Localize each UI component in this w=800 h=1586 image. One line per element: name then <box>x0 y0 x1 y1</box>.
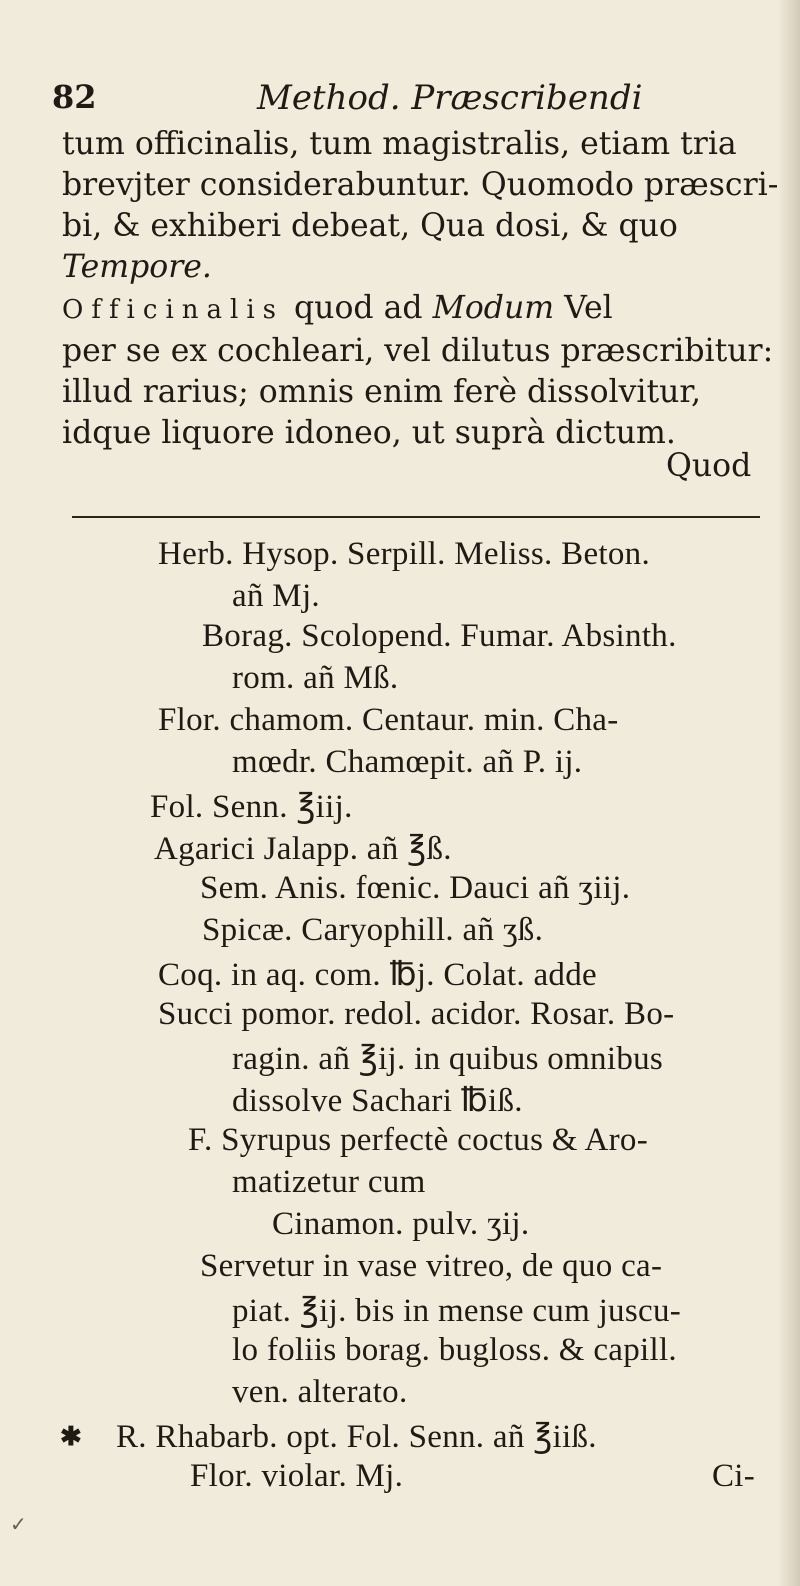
ink-mark: ✱ <box>60 1422 82 1452</box>
recipe-line: ragin. añ ℥ij. in quibus omnibus <box>232 1041 664 1077</box>
recipe-line: mœdr. Chamœpit. añ P. ij. <box>232 744 583 780</box>
page-edge-shadow <box>778 0 800 1586</box>
recipe-line: Coq. in aq. com. ℔j. Colat. adde <box>158 957 597 993</box>
recipe-line: piat. ℥ij. bis in mense cum juscu- <box>232 1293 682 1329</box>
horizontal-rule <box>72 516 760 518</box>
recipe-line: Sem. Anis. fœnic. Dauci añ ʒiij. <box>200 870 631 906</box>
recipe-line: matizetur cum <box>232 1164 426 1200</box>
recipe-line: Flor. chamom. Centaur. min. Cha- <box>158 702 619 738</box>
text-line: illud rarius; omnis enim ferè dissolvitur, <box>62 374 702 410</box>
recipe-line: Agarici Jalapp. añ ℥ß. <box>154 831 452 867</box>
recipe-line: Fol. Senn. ℥iij. <box>150 789 353 825</box>
recipe-line: Cinamon. pulv. ʒij. <box>272 1206 530 1242</box>
small-caps-lead: Officinalis <box>62 295 284 325</box>
recipe-line: dissolve Sachari ℔iß. <box>232 1083 523 1119</box>
recipe-line: R. Rhabarb. opt. Fol. Senn. añ ℥iiß. <box>116 1419 597 1455</box>
recipe-line: F. Syrupus perfectè coctus & Aro- <box>188 1122 648 1158</box>
recipe-line: lo foliis borag. bugloss. & capill. <box>232 1332 677 1368</box>
recipe-line: ven. alterato. <box>232 1374 408 1410</box>
recipe-line: Flor. violar. Mj. <box>190 1458 404 1494</box>
recipe-catchword: Ci- <box>712 1458 756 1494</box>
recipe-line: añ Mj. <box>232 578 320 614</box>
ink-tick-mark: ✓ <box>10 1512 27 1536</box>
text-line: tum officinalis, tum magistralis, etiam tria <box>62 126 737 162</box>
page-header <box>52 78 772 122</box>
recipe-line: rom. añ Mß. <box>232 660 399 696</box>
catchword: Quod <box>666 448 752 484</box>
page-number: 82 <box>52 78 97 116</box>
text-line: bi, & exhiberi debeat, Qua dosi, & quo <box>62 208 678 244</box>
text-line: Officinalis quod ad Modum Vel <box>62 290 613 326</box>
recipe-line: Spicæ. Caryophill. añ ʒß. <box>202 912 544 948</box>
recipe-line: Servetur in vase vitreo, de quo ca- <box>200 1248 663 1284</box>
running-title: Method. Præscribendi <box>257 78 643 118</box>
text-line: brevjter considerabuntur. Quomodo præscri- <box>62 167 779 203</box>
recipe-line: Borag. Scolopend. Fumar. Absinth. <box>202 618 677 654</box>
text-line: Tempore. <box>62 249 212 285</box>
text-line: per se ex cochleari, vel dilutus præscribitur: <box>62 333 774 369</box>
recipe-line: Succi pomor. redol. acidor. Rosar. Bo- <box>158 996 675 1032</box>
paragraph-2 <box>62 288 774 454</box>
recipe-line: Herb. Hysop. Serpill. Meliss. Beton. <box>158 536 651 572</box>
text-line: idque liquore idoneo, ut suprà dictum. <box>62 415 676 451</box>
paragraph-1 <box>62 124 779 288</box>
